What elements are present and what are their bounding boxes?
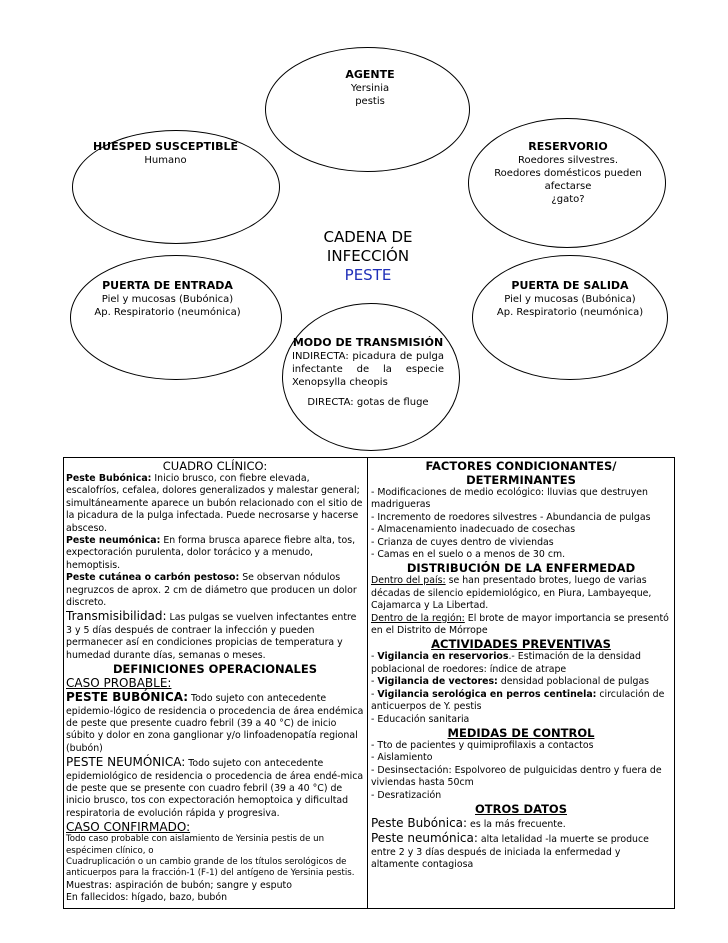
confirmado-text: Todo caso probable con aislamiento de Yersinia pestis de un espécimen clínico, o: [66, 834, 325, 856]
otros-neumonica-paragraph: [371, 831, 671, 871]
peste-neumonica-paragraph: [66, 755, 364, 820]
factor-item: - Crianza de cuyes dentro de viviendas: [371, 536, 554, 548]
bubonica-paragraph: [66, 473, 364, 535]
left-column: [66, 458, 364, 905]
entrada-line: Ap. Respiratorio (neumónica): [94, 307, 241, 318]
otros-neumonica-label: Peste neumónica:: [371, 831, 478, 846]
otros-bubonica-label: Peste Bubónica:: [371, 815, 468, 830]
transmisibilidad-paragraph: [66, 609, 364, 662]
definiciones-title: DEFINICIONES OPERACIONALES: [112, 662, 317, 677]
agente-ellipse: [265, 47, 470, 172]
neumonica-text: En forma brusca aparece fiebre alta, tos, expectoración purulenta, dolor torácico y a menudo, hemoptisis.: [66, 535, 356, 571]
region-paragraph: [371, 613, 671, 638]
info-table: [63, 457, 675, 909]
reservorio-node: [484, 140, 652, 206]
huesped-line: Humano: [144, 155, 187, 166]
peste-bubonica-text: Todo sujeto con antecedente epidemio-lógico de residencia o procedencia de área endémica de peste que presente cuadro febril (39 a 40 °C) de inicio súbito y dolor en zona ganglionar y/o linfoadenopatía regional (bubón): [66, 693, 364, 754]
transmision-title: MODO DE TRANSMISIÓN: [292, 336, 444, 349]
distribucion-title: DISTRIBUCIÓN DE LA ENFERMEDAD: [406, 561, 636, 576]
vig-vectores-paragraph: - Vigilancia de vectores: densidad poblacional de pulgas: [371, 676, 650, 688]
medida-item: - Desinsectación: Espolvoreo de pulguicidas dentro y fuera de viviendas hasta 50cm: [371, 764, 662, 789]
actividades-title: ACTIVIDADES PREVENTIVAS: [431, 637, 611, 652]
transmision-directa: DIRECTA: gotas de fluge: [307, 397, 429, 408]
huesped-title: HUESPED SUSCEPTIBLE: [92, 140, 239, 153]
cutanea-text: Se observan nódulos negruzcos de aprox. 2 cm de diámetro que producen un dolor discreto.: [66, 572, 357, 609]
caso-confirmado-title: CASO CONFIRMADO:: [66, 820, 191, 835]
huesped-node: [78, 140, 253, 167]
entrada-node: [80, 279, 255, 319]
vig-serologica-text: circulación de anticuerpos de Y. pestis: [371, 688, 665, 713]
reservorio-line: afectarse: [544, 181, 592, 192]
medida-item: - Aislamiento: [371, 752, 433, 764]
pais-paragraph: [371, 575, 671, 612]
factor-item: - Almacenamiento inadecuado de cosechas: [371, 524, 576, 536]
medida-item: - Tto de pacientes y quimiprofilaxis a contactos: [371, 739, 594, 751]
region-label: Dentro de la región:: [371, 612, 465, 624]
cutanea-label: Peste cutánea o carbón pestoso:: [66, 572, 240, 584]
agente-title: AGENTE: [345, 68, 395, 81]
pais-label: Dentro del país:: [371, 575, 446, 587]
otros-bubonica-paragraph: [371, 816, 671, 831]
cuadruplicacion-text: Cuadruplicación o un cambio grande de los títulos serológicos de anticuerpos para la fracción-1 (F-1) del antígeno de Yersinia pestis.: [66, 856, 355, 879]
vig-reservorios-text: .- Estimación de la densidad poblacional de roedores: índice de atrape: [371, 651, 641, 675]
neumonica-label: Peste neumónica:: [66, 535, 161, 547]
neumonica-paragraph: [66, 535, 364, 572]
salida-line: Ap. Respiratorio (neumónica): [496, 307, 644, 318]
reservorio-line: Roedores domésticos pueden: [494, 168, 642, 179]
region-text: El brote de mayor importancia se presentó en el Distrito de Mórrope: [371, 612, 669, 637]
transmision-indirecta: INDIRECTA: picadura de pulga infectante de la especie Xenopsylla cheopis: [292, 351, 444, 388]
factor-item: - Camas en el suelo o a menos de 30 cm.: [371, 549, 566, 561]
reservorio-line: Roedores silvestres.: [517, 155, 619, 166]
pais-text: se han presentado brotes, luego de varias décadas de silencio epidemiológico, en Piura, Lambayeque, Cajamarca y La Libertad.: [371, 575, 652, 612]
cadena-title: CADENA DE INFECCIÓN: [323, 228, 413, 265]
column-divider: [367, 458, 368, 908]
peste-neumonica-label: PESTE NEUMÓNICA:: [66, 755, 186, 770]
educacion-text: - Educación sanitaria: [371, 713, 470, 725]
factor-item: - Incremento de roedores silvestres - Abundancia de pulgas: [371, 511, 651, 523]
peste-neumonica-text: Todo sujeto con antecedente epidemiológico de residencia o procedencia de área endé-mica de peste que se presente con cuadro febril (39 a 40 °C) de inicio brusco, tos con expectoración hemoptoica y dificultad respiratoria de evolución rápida y progresiva.: [66, 758, 364, 819]
caso-probable-title: CASO PROBABLE:: [66, 676, 172, 691]
transmision-node: [292, 336, 444, 409]
entrada-line: Piel y mucosas (Bubónica): [101, 294, 234, 305]
vig-reservorios-paragraph: - Vigilancia en reservorios.- Estimación de la densidad poblacional de roedores: índice de atrape: [371, 651, 641, 675]
cuadro-clinico-title: CUADRO CLÍNICO:: [162, 459, 268, 473]
reservorio-line: ¿gato?: [551, 194, 585, 205]
vig-serologica-paragraph: - Vigilancia serológica en perros centinela: circulación de anticuerpos de Y. pestis: [371, 688, 665, 713]
factores-title: FACTORES CONDICIONANTES/ DETERMINANTES: [425, 459, 617, 487]
salida-node: [484, 279, 656, 319]
entrada-title: PUERTA DE ENTRADA: [102, 279, 233, 292]
agente-line: Yersinia: [350, 83, 390, 94]
muestras-text: Muestras: aspiración de bubón; sangre y esputo: [66, 879, 292, 891]
salida-line: Piel y mucosas (Bubónica): [504, 294, 636, 305]
fallecidos-text: En fallecidos: hígado, bazo, bubón: [66, 892, 228, 904]
factor-item: - Modificaciones de medio ecológico: lluvias que destruyen madrigueras: [371, 487, 648, 511]
vig-reservorios-label: Vigilancia en reservorios: [377, 651, 509, 663]
vig-serologica-label: Vigilancia serológica en perros centinela:: [377, 688, 597, 700]
vig-vectores-label: Vigilancia de vectores:: [377, 676, 498, 688]
otros-neumonica-text: alta letalidad -la muerte se produce entre 2 y 3 días después de iniciada la enfermedad y altamente contagiosa: [371, 834, 649, 871]
right-column: [371, 458, 671, 872]
salida-title: PUERTA DE SALIDA: [511, 279, 629, 292]
medida-item: - Desratización: [371, 789, 442, 801]
peste-bubonica-paragraph: [66, 690, 364, 755]
cutanea-paragraph: [66, 572, 364, 609]
cadena-subtitle: PESTE: [344, 266, 392, 284]
agente-node: [290, 68, 450, 108]
reservorio-title: RESERVORIO: [528, 140, 608, 153]
cadena-title-block: [283, 228, 453, 285]
agente-line: pestis: [355, 96, 385, 107]
medidas-title: MEDIDAS DE CONTROL: [447, 725, 595, 740]
vig-vectores-text: densidad poblacional de pulgas: [497, 676, 650, 688]
transmisibilidad-label: Transmisibilidad:: [66, 609, 167, 624]
bubonica-text: Inicio brusco, con fiebre elevada, escalofríos, cefalea, dolores generalizados y malestar general; simultáneamente aparece un bubón relacionado con el sitio de la picadura de la pulga infectada. Puede necrosarse y hacerse absceso.: [66, 473, 363, 534]
peste-bubonica-label: PESTE BUBÓNICA:: [66, 690, 189, 705]
bubonica-label: Peste Bubónica:: [66, 473, 152, 484]
transmisibilidad-text: Las pulgas se vuelven infectantes entre 3 y 5 días después de contraer la infección y pueden permanecer así en condiciones propicias de temperatura y humedad durante días, semanas o meses.: [66, 612, 357, 661]
otros-title: OTROS DATOS: [475, 801, 567, 816]
otros-bubonica-text: es la más frecuente.: [467, 818, 566, 830]
